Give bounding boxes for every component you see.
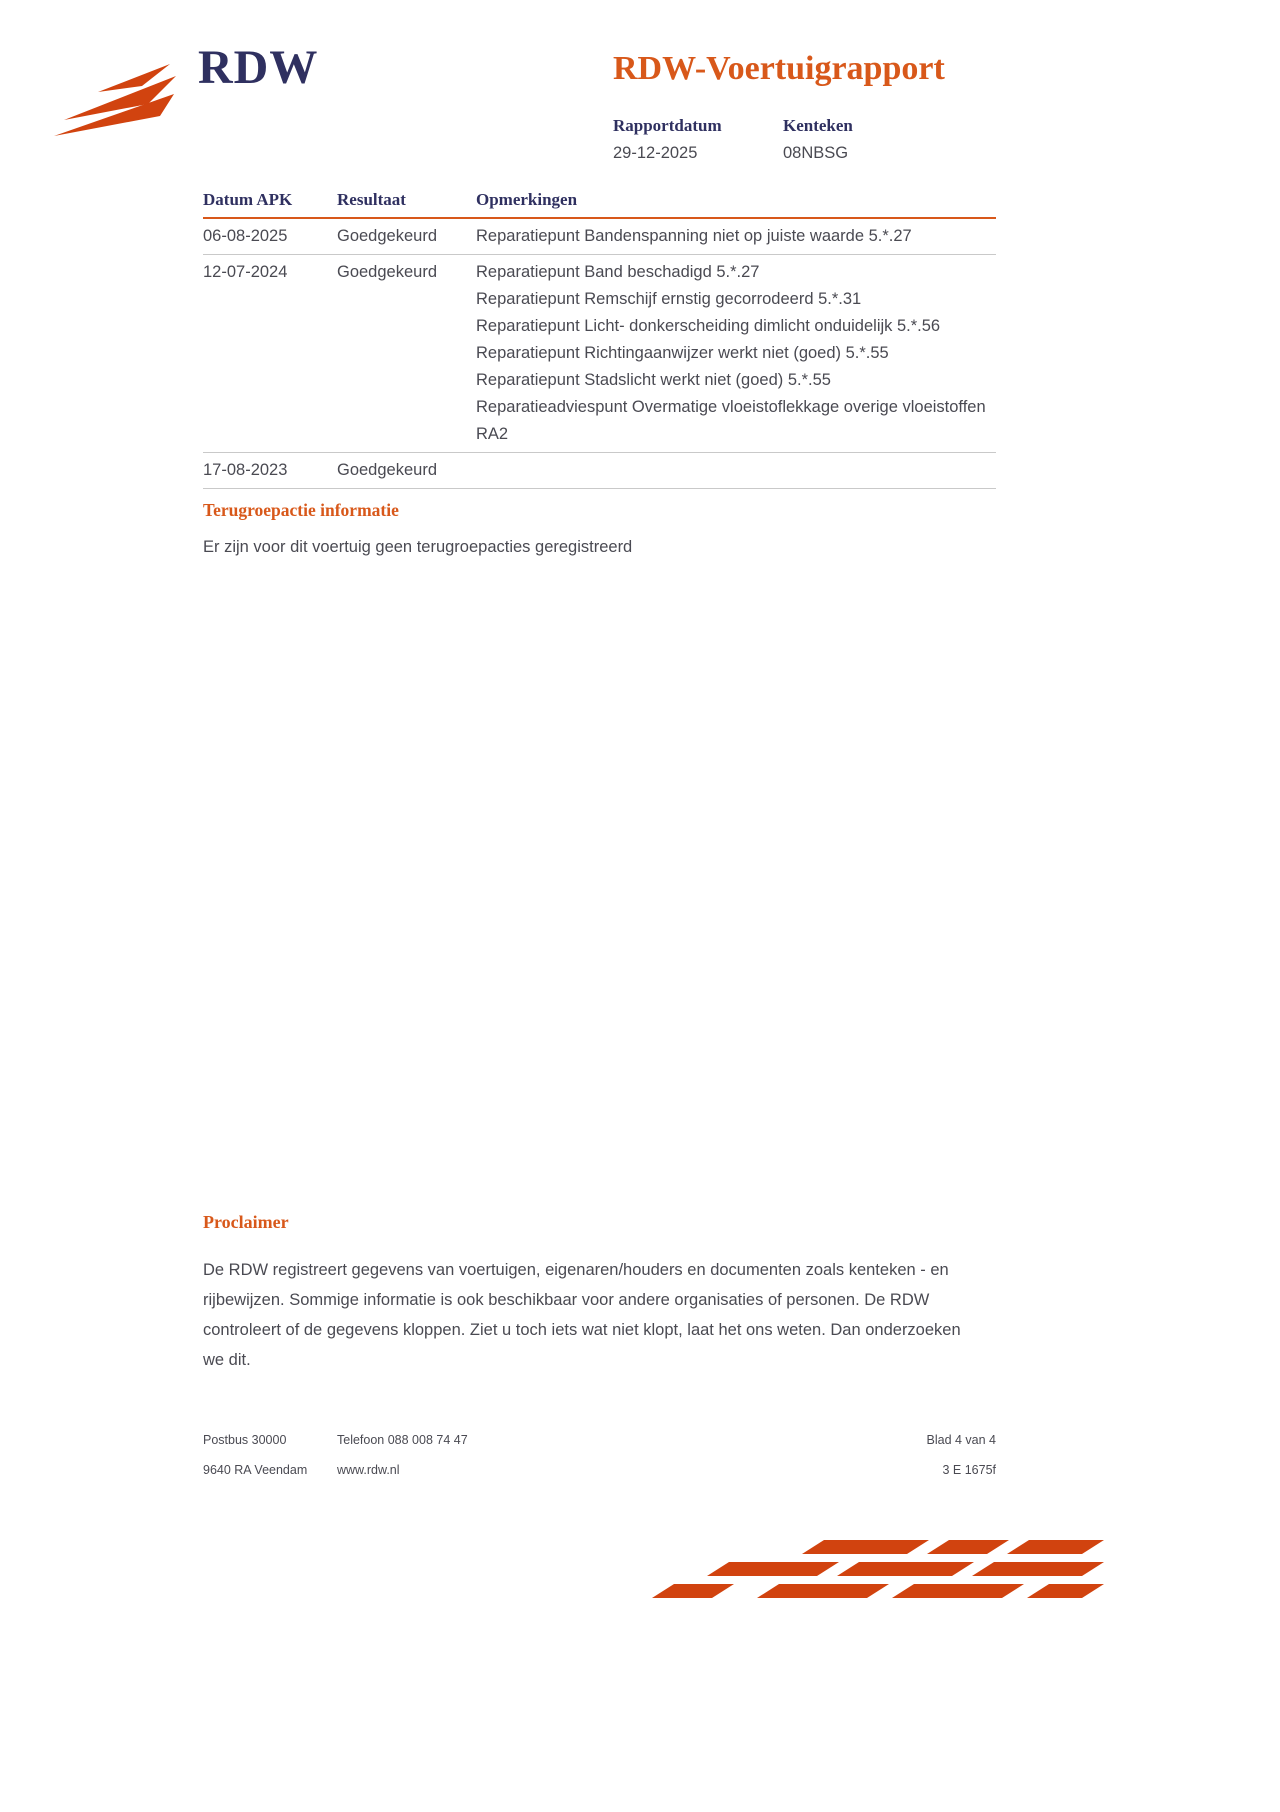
apk-remark-line: Reparatiepunt Richtingaanwijzer werkt niet (goed) 5.*.55 (476, 344, 889, 362)
apk-remark-line: Reparatiepunt Remschijf ernstig gecorrodeerd 5.*.31 (476, 290, 862, 308)
license-plate-value: 08NBSG (783, 144, 849, 162)
footer-address-line2: 9640 RA Veendam (203, 1462, 308, 1477)
apk-date: 17-08-2023 (203, 461, 288, 479)
apk-remark-line: Reparatiepunt Stadslicht werkt niet (goed) 5.*.55 (476, 371, 831, 389)
license-plate-block (783, 116, 953, 163)
report-date-block (613, 116, 783, 163)
footer-doc-code: 3 E 1675f (942, 1462, 996, 1477)
column-header-datum-apk: Datum APK (203, 190, 337, 218)
column-header-resultaat: Resultaat (337, 190, 476, 218)
apk-remark-line: Reparatiepunt Licht- donkerscheiding dimlicht onduidelijk 5.*.56 (476, 317, 941, 335)
page-footer (203, 1434, 996, 1478)
apk-history-table (203, 190, 996, 489)
report-date-label: Rapportdatum (613, 116, 722, 135)
report-meta (613, 116, 953, 163)
apk-result: Goedgekeurd (337, 461, 437, 479)
rdw-logo-swoosh-icon (52, 62, 192, 142)
rdw-flag-stripes-icon (652, 1540, 1104, 1604)
apk-table-header-row (203, 190, 996, 218)
footer-page-number: Blad 4 van 4 (926, 1433, 996, 1447)
apk-date: 12-07-2024 (203, 263, 288, 281)
footer-address-line1: Postbus 30000 (203, 1433, 287, 1447)
apk-result: Goedgekeurd (337, 263, 437, 281)
apk-remarks (476, 453, 996, 489)
license-plate-label: Kenteken (783, 116, 853, 135)
proclaimer-section (203, 1212, 978, 1375)
recall-heading: Terugroepactie informatie (203, 500, 399, 520)
column-header-opmerkingen: Opmerkingen (476, 190, 996, 218)
apk-date: 06-08-2025 (203, 227, 288, 245)
apk-remarks (476, 255, 996, 453)
apk-table-body (203, 218, 996, 489)
apk-remark-line: Reparatiepunt Bandenspanning niet op juiste waarde 5.*.27 (476, 227, 912, 245)
proclaimer-heading: Proclaimer (203, 1212, 289, 1232)
proclaimer-text: De RDW registreert gegevens van voertuigen, eigenaren/houders en documenten zoals kenteken - en rijbewijzen. Sommige informatie is ook beschikbaar voor andere organisaties of personen. De RDW controleert of de gegevens kloppen. Ziet u toch iets wat niet klopt, laat het ons weten. Dan onderzoeken we dit. (203, 1261, 961, 1369)
apk-remark-line: Reparatiepunt Band beschadigd 5.*.27 (476, 263, 760, 281)
rdw-logo-text: RDW (198, 41, 319, 94)
apk-table-row (203, 218, 996, 255)
recall-text: Er zijn voor dit voertuig geen terugroepacties geregistreerd (203, 538, 633, 556)
apk-table-row (203, 255, 996, 453)
apk-table-row (203, 453, 996, 489)
apk-remark-line: Reparatieadviespunt Overmatige vloeistoflekkage overige vloeistoffen RA2 (476, 398, 986, 443)
page-title: RDW-Voertuigrapport (613, 50, 945, 87)
apk-remarks (476, 218, 996, 255)
apk-result: Goedgekeurd (337, 227, 437, 245)
footer-phone: Telefoon 088 008 74 47 (337, 1433, 468, 1447)
footer-website: www.rdw.nl (337, 1462, 400, 1477)
recall-section (203, 500, 996, 557)
report-date-value: 29-12-2025 (613, 144, 698, 162)
